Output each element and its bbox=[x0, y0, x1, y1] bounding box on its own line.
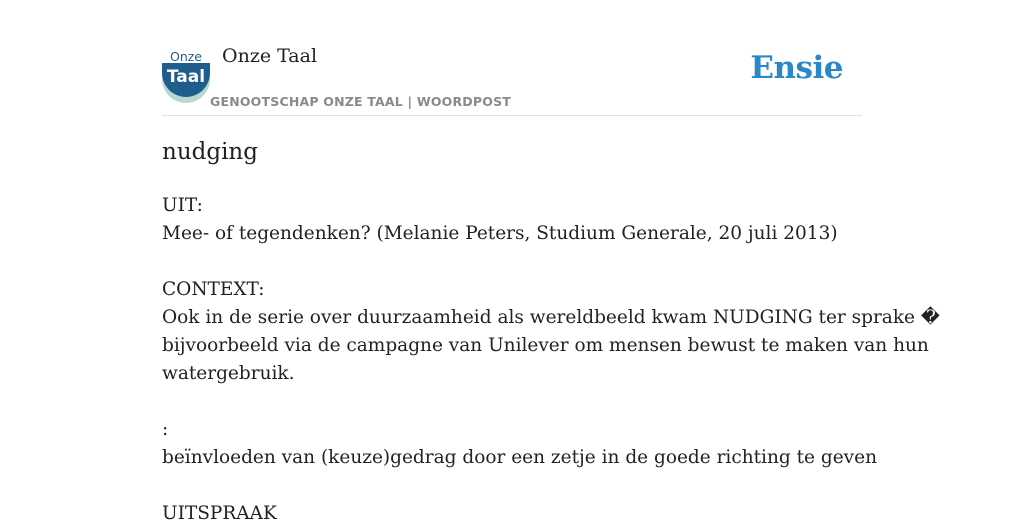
svg-text:Taal: Taal bbox=[166, 67, 206, 87]
context-line: watergebruik. bbox=[162, 363, 295, 384]
meaning-text: beïnvloeden van (keuze)gedrag door een zetje in de goede richting te geven bbox=[162, 447, 877, 468]
context-line: bijvoorbeeld via de campagne van Unilever om mensen bewust te maken van hun bbox=[162, 335, 929, 356]
svg-text:Onze: Onze bbox=[169, 49, 203, 64]
entry-body bbox=[162, 192, 940, 528]
header-divider bbox=[162, 115, 862, 116]
spacer bbox=[162, 248, 872, 276]
context-label: CONTEXT: bbox=[162, 279, 265, 300]
pronunciation-label: UITSPRAAK bbox=[162, 503, 277, 524]
source-label: UIT: bbox=[162, 195, 203, 216]
onze-taal-logo[interactable] bbox=[162, 49, 210, 97]
brand-subtitle: GENOOTSCHAP ONZE TAAL | WOORDPOST bbox=[210, 94, 512, 109]
meaning-label: : bbox=[162, 419, 169, 440]
entry-headword: nudging bbox=[162, 139, 258, 165]
spacer bbox=[162, 472, 872, 500]
brand-title[interactable]: Onze Taal bbox=[222, 45, 318, 67]
ensie-logo-link[interactable]: Ensie bbox=[750, 50, 843, 86]
spacer bbox=[162, 388, 872, 416]
source-text: Mee- of tegendenken? (Melanie Peters, Studium Generale, 20 juli 2013) bbox=[162, 223, 838, 244]
context-line: Ook in de serie over duurzaamheid als wereldbeeld kwam NUDGING ter sprake � bbox=[162, 307, 940, 328]
